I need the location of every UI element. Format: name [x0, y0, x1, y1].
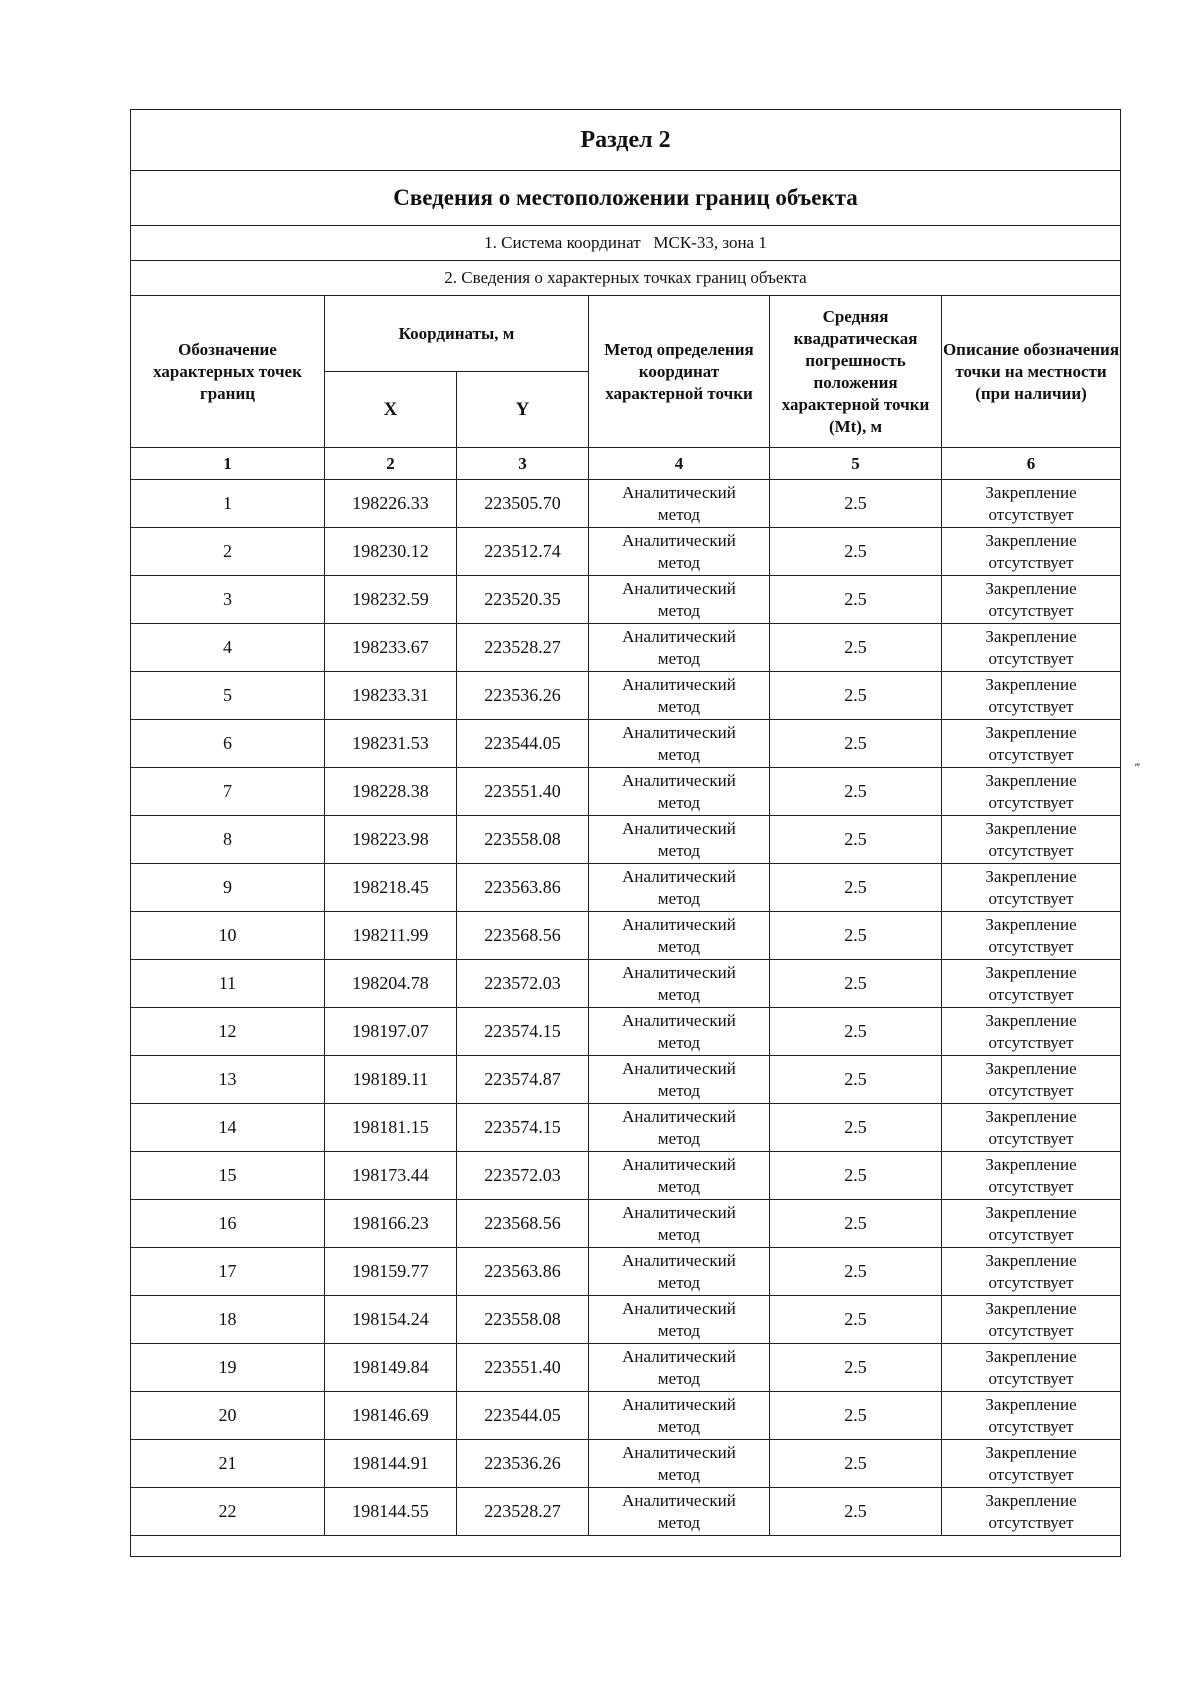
mean-square-error: 2.5	[770, 816, 942, 864]
method	[589, 1200, 770, 1248]
coord-y: 223563.86	[457, 864, 589, 912]
description-line: Закрепление	[985, 1394, 1077, 1414]
coord-y: 223558.08	[457, 816, 589, 864]
method-line: Аналитический	[622, 1058, 736, 1078]
method-line: Аналитический	[622, 1250, 736, 1270]
coord-x: 198149.84	[325, 1344, 457, 1392]
method-line: метод	[657, 552, 701, 572]
coord-x: 198231.53	[325, 720, 457, 768]
coord-y: 223536.26	[457, 672, 589, 720]
table-row	[131, 528, 1121, 576]
description	[942, 624, 1121, 672]
method	[589, 1104, 770, 1152]
description-line: Закрепление	[985, 962, 1077, 982]
method-line: метод	[657, 1224, 701, 1244]
method-line: Аналитический	[622, 1010, 736, 1030]
method-line: Аналитический	[622, 1490, 736, 1510]
table-row	[131, 1200, 1121, 1248]
coord-x: 198144.55	[325, 1488, 457, 1536]
mean-square-error: 2.5	[770, 960, 942, 1008]
method	[589, 1248, 770, 1296]
coord-x: 198189.11	[325, 1056, 457, 1104]
description	[942, 528, 1121, 576]
method-line: Аналитический	[622, 962, 736, 982]
header-x: X	[325, 372, 457, 448]
coord-y: 223568.56	[457, 1200, 589, 1248]
mean-square-error: 2.5	[770, 672, 942, 720]
method-line: Аналитический	[622, 866, 736, 886]
table-row	[131, 1392, 1121, 1440]
description-line: отсутствует	[988, 1032, 1074, 1052]
description-line: Закрепление	[985, 1202, 1077, 1222]
header-designation: Обозначение характерных точек границ	[131, 296, 325, 448]
table-row	[131, 1344, 1121, 1392]
method-line: метод	[657, 936, 701, 956]
method-line: метод	[657, 1080, 701, 1100]
description-line: Закрепление	[985, 770, 1077, 790]
point-number: 22	[131, 1488, 325, 1536]
table-row	[131, 768, 1121, 816]
method-line: Аналитический	[622, 578, 736, 598]
description	[942, 1440, 1121, 1488]
description	[942, 1392, 1121, 1440]
method-line: метод	[657, 1272, 701, 1292]
table-row	[131, 1152, 1121, 1200]
point-number: 21	[131, 1440, 325, 1488]
description	[942, 720, 1121, 768]
method-line: метод	[657, 504, 701, 524]
table-row	[131, 480, 1121, 528]
method-line: метод	[657, 1464, 701, 1484]
table-row	[131, 1296, 1121, 1344]
table-row	[131, 960, 1121, 1008]
method	[589, 1008, 770, 1056]
method-line: метод	[657, 984, 701, 1004]
mean-square-error: 2.5	[770, 528, 942, 576]
description-line: Закрепление	[985, 626, 1077, 646]
description	[942, 1296, 1121, 1344]
coord-y: 223574.87	[457, 1056, 589, 1104]
method	[589, 720, 770, 768]
coord-x: 198233.67	[325, 624, 457, 672]
coord-y: 223551.40	[457, 768, 589, 816]
point-number: 11	[131, 960, 325, 1008]
description-line: отсутствует	[988, 1464, 1074, 1484]
description-line: отсутствует	[988, 984, 1074, 1004]
method	[589, 1488, 770, 1536]
method-line: метод	[657, 1176, 701, 1196]
document-subtitle: Сведения о местоположении границ объекта	[131, 171, 1121, 226]
point-number: 15	[131, 1152, 325, 1200]
coord-y: 223505.70	[457, 480, 589, 528]
point-number: 1	[131, 480, 325, 528]
description-line: Закрепление	[985, 578, 1077, 598]
method	[589, 864, 770, 912]
coord-x: 198159.77	[325, 1248, 457, 1296]
empty-footer-cell	[131, 1536, 1121, 1557]
coord-y: 223558.08	[457, 1296, 589, 1344]
description	[942, 1488, 1121, 1536]
method-line: Аналитический	[622, 1346, 736, 1366]
coord-x: 198223.98	[325, 816, 457, 864]
coord-y: 223574.15	[457, 1008, 589, 1056]
point-number: 10	[131, 912, 325, 960]
coord-x: 198144.91	[325, 1440, 457, 1488]
description-line: отсутствует	[988, 648, 1074, 668]
mean-square-error: 2.5	[770, 1056, 942, 1104]
coord-x: 198204.78	[325, 960, 457, 1008]
point-number: 20	[131, 1392, 325, 1440]
coord-y: 223572.03	[457, 960, 589, 1008]
mean-square-error: 2.5	[770, 1488, 942, 1536]
description-line: отсутствует	[988, 1416, 1074, 1436]
coordinate-system-label: 1. Система координат	[484, 233, 641, 252]
description	[942, 1008, 1121, 1056]
coord-y: 223544.05	[457, 720, 589, 768]
table-row	[131, 864, 1121, 912]
table-row	[131, 576, 1121, 624]
description-line: отсутствует	[988, 1128, 1074, 1148]
coord-x: 198154.24	[325, 1296, 457, 1344]
mean-square-error: 2.5	[770, 1008, 942, 1056]
coord-x: 198233.31	[325, 672, 457, 720]
description	[942, 912, 1121, 960]
method	[589, 1440, 770, 1488]
mean-square-error: 2.5	[770, 1200, 942, 1248]
description-line: отсутствует	[988, 504, 1074, 524]
column-number: 6	[942, 448, 1121, 480]
coord-x: 198211.99	[325, 912, 457, 960]
method	[589, 1152, 770, 1200]
description-line: отсутствует	[988, 888, 1074, 908]
coordinate-system-row	[131, 226, 1121, 261]
point-number: 6	[131, 720, 325, 768]
mean-square-error: 2.5	[770, 864, 942, 912]
coord-x: 198228.38	[325, 768, 457, 816]
coord-y: 223536.26	[457, 1440, 589, 1488]
coord-y: 223528.27	[457, 624, 589, 672]
column-number: 4	[589, 448, 770, 480]
method	[589, 624, 770, 672]
points-section-label: 2. Сведения о характерных точках границ объекта	[131, 261, 1121, 296]
description	[942, 960, 1121, 1008]
point-number: 18	[131, 1296, 325, 1344]
description-line: Закрепление	[985, 530, 1077, 550]
header-method: Метод определения координат характерной точки	[589, 296, 770, 448]
description	[942, 1056, 1121, 1104]
coord-y: 223574.15	[457, 1104, 589, 1152]
scan-mark: ‴	[1135, 760, 1140, 774]
method-line: Аналитический	[622, 1154, 736, 1174]
section-title: Раздел 2	[131, 110, 1121, 171]
coord-y: 223572.03	[457, 1152, 589, 1200]
table-row	[131, 1248, 1121, 1296]
method-line: Аналитический	[622, 1298, 736, 1318]
description-line: отсутствует	[988, 1080, 1074, 1100]
point-number: 2	[131, 528, 325, 576]
method-line: Аналитический	[622, 674, 736, 694]
method-line: Аналитический	[622, 1106, 736, 1126]
coordinate-system-value: МСК-33, зона 1	[653, 233, 767, 252]
description-line: отсутствует	[988, 744, 1074, 764]
method-line: метод	[657, 1368, 701, 1388]
coord-x: 198226.33	[325, 480, 457, 528]
description	[942, 1200, 1121, 1248]
method-line: Аналитический	[622, 530, 736, 550]
method-line: метод	[657, 792, 701, 812]
description-line: Закрепление	[985, 1298, 1077, 1318]
point-number: 16	[131, 1200, 325, 1248]
document-page	[130, 109, 1120, 1557]
description-line: отсутствует	[988, 696, 1074, 716]
method-line: метод	[657, 648, 701, 668]
coord-x: 198173.44	[325, 1152, 457, 1200]
method-line: Аналитический	[622, 1394, 736, 1414]
coord-x: 198218.45	[325, 864, 457, 912]
description	[942, 1152, 1121, 1200]
point-number: 12	[131, 1008, 325, 1056]
method-line: метод	[657, 840, 701, 860]
description-line: Закрепление	[985, 866, 1077, 886]
point-number: 4	[131, 624, 325, 672]
description-line: отсутствует	[988, 1368, 1074, 1388]
description-line: отсутствует	[988, 1320, 1074, 1340]
description-line: Закрепление	[985, 482, 1077, 502]
description	[942, 480, 1121, 528]
header-coordinates: Координаты, м	[325, 296, 589, 372]
method-line: метод	[657, 1416, 701, 1436]
method	[589, 528, 770, 576]
point-number: 5	[131, 672, 325, 720]
table-row	[131, 1440, 1121, 1488]
description-line: Закрепление	[985, 1346, 1077, 1366]
table-row	[131, 624, 1121, 672]
method-line: Аналитический	[622, 1442, 736, 1462]
method-line: метод	[657, 744, 701, 764]
mean-square-error: 2.5	[770, 1392, 942, 1440]
coord-x: 198181.15	[325, 1104, 457, 1152]
mean-square-error: 2.5	[770, 624, 942, 672]
description-line: Закрепление	[985, 1058, 1077, 1078]
table-row	[131, 1104, 1121, 1152]
point-number: 17	[131, 1248, 325, 1296]
description	[942, 864, 1121, 912]
table-row	[131, 1008, 1121, 1056]
point-number: 19	[131, 1344, 325, 1392]
coord-y: 223568.56	[457, 912, 589, 960]
description-line: отсутствует	[988, 936, 1074, 956]
mean-square-error: 2.5	[770, 720, 942, 768]
description-line: отсутствует	[988, 1224, 1074, 1244]
description	[942, 672, 1121, 720]
method-line: Аналитический	[622, 482, 736, 502]
coord-y: 223544.05	[457, 1392, 589, 1440]
description-line: отсутствует	[988, 840, 1074, 860]
description-line: Закрепление	[985, 1106, 1077, 1126]
point-number: 13	[131, 1056, 325, 1104]
method	[589, 1056, 770, 1104]
mean-square-error: 2.5	[770, 1248, 942, 1296]
table-row	[131, 912, 1121, 960]
mean-square-error: 2.5	[770, 1344, 942, 1392]
method	[589, 768, 770, 816]
description	[942, 1248, 1121, 1296]
method	[589, 912, 770, 960]
method-line: метод	[657, 1512, 701, 1532]
coord-y: 223528.27	[457, 1488, 589, 1536]
table-row	[131, 1488, 1121, 1536]
method-line: метод	[657, 1128, 701, 1148]
method-line: метод	[657, 1032, 701, 1052]
description-line: Закрепление	[985, 1490, 1077, 1510]
description	[942, 576, 1121, 624]
method	[589, 576, 770, 624]
point-number: 8	[131, 816, 325, 864]
method	[589, 960, 770, 1008]
column-number: 1	[131, 448, 325, 480]
description	[942, 816, 1121, 864]
method-line: Аналитический	[622, 1202, 736, 1222]
mean-square-error: 2.5	[770, 912, 942, 960]
method	[589, 480, 770, 528]
method-line: Аналитический	[622, 770, 736, 790]
coord-x: 198166.23	[325, 1200, 457, 1248]
description-line: Закрепление	[985, 1250, 1077, 1270]
coord-y: 223551.40	[457, 1344, 589, 1392]
column-number: 2	[325, 448, 457, 480]
coord-y: 223520.35	[457, 576, 589, 624]
coord-x: 198232.59	[325, 576, 457, 624]
description-line: отсутствует	[988, 1272, 1074, 1292]
description-line: Закрепление	[985, 1010, 1077, 1030]
table-row	[131, 672, 1121, 720]
description-line: Закрепление	[985, 674, 1077, 694]
table-row	[131, 816, 1121, 864]
column-number: 3	[457, 448, 589, 480]
point-number: 14	[131, 1104, 325, 1152]
method-line: Аналитический	[622, 722, 736, 742]
description	[942, 768, 1121, 816]
mean-square-error: 2.5	[770, 576, 942, 624]
table-row	[131, 720, 1121, 768]
description-line: отсутствует	[988, 792, 1074, 812]
method	[589, 672, 770, 720]
table-footer-row	[131, 1536, 1121, 1557]
coord-x: 198197.07	[325, 1008, 457, 1056]
mean-square-error: 2.5	[770, 1152, 942, 1200]
point-number: 9	[131, 864, 325, 912]
method-line: Аналитический	[622, 914, 736, 934]
method	[589, 1392, 770, 1440]
table-row	[131, 1056, 1121, 1104]
coord-y: 223563.86	[457, 1248, 589, 1296]
method-line: метод	[657, 888, 701, 908]
mean-square-error: 2.5	[770, 1104, 942, 1152]
method	[589, 816, 770, 864]
description-line: Закрепление	[985, 914, 1077, 934]
method-line: Аналитический	[622, 626, 736, 646]
header-y: Y	[457, 372, 589, 448]
method-line: Аналитический	[622, 818, 736, 838]
method-line: метод	[657, 696, 701, 716]
description-line: Закрепление	[985, 818, 1077, 838]
description-line: Закрепление	[985, 1442, 1077, 1462]
description-line: отсутствует	[988, 600, 1074, 620]
coord-y: 223512.74	[457, 528, 589, 576]
point-number: 3	[131, 576, 325, 624]
method-line: метод	[657, 1320, 701, 1340]
description-line: отсутствует	[988, 552, 1074, 572]
description-line: Закрепление	[985, 722, 1077, 742]
coord-x: 198146.69	[325, 1392, 457, 1440]
description-line: отсутствует	[988, 1512, 1074, 1532]
method	[589, 1344, 770, 1392]
method-line: метод	[657, 600, 701, 620]
column-number: 5	[770, 448, 942, 480]
mean-square-error: 2.5	[770, 1440, 942, 1488]
header-error: Средняя квадратическая погрешность положения характерной точки (Mt), м	[770, 296, 942, 448]
mean-square-error: 2.5	[770, 1296, 942, 1344]
mean-square-error: 2.5	[770, 768, 942, 816]
mean-square-error: 2.5	[770, 480, 942, 528]
point-number: 7	[131, 768, 325, 816]
header-description: Описание обозначения точки на местности (при наличии)	[942, 296, 1121, 448]
coord-x: 198230.12	[325, 528, 457, 576]
description	[942, 1104, 1121, 1152]
description-line: Закрепление	[985, 1154, 1077, 1174]
method	[589, 1296, 770, 1344]
description-line: отсутствует	[988, 1176, 1074, 1196]
description	[942, 1344, 1121, 1392]
boundary-table	[130, 109, 1121, 1557]
